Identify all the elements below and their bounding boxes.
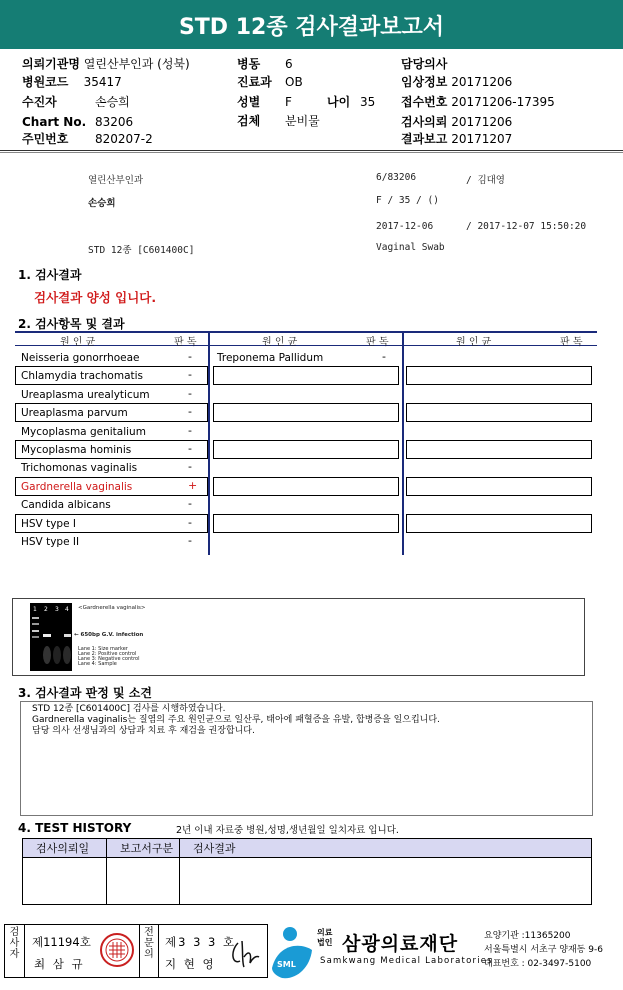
org-field — [22, 57, 190, 72]
header-divider-2 — [0, 152, 623, 153]
request-field — [401, 115, 512, 130]
examiner-name: 최 삼 규 — [34, 957, 85, 971]
clinical-field — [401, 75, 512, 90]
col2-organism-header: 원 인 균 — [262, 337, 298, 348]
recv-label: 수진자 — [22, 95, 57, 109]
sml-logo-text: SML — [277, 960, 296, 969]
opinion-box — [20, 701, 593, 816]
gel-legend-3: Lane 3: Negative control — [78, 656, 140, 662]
sex-field — [237, 95, 260, 110]
col3-row-box — [406, 403, 592, 422]
pb-test: STD 12종 [C601400C] — [88, 245, 195, 256]
gel-image — [30, 603, 72, 671]
gel-lane-label: 1 — [33, 606, 37, 613]
table-header-rule — [15, 345, 597, 346]
recv-field — [22, 95, 57, 110]
dept-label: 진료과 — [237, 75, 272, 89]
request-value: 20171206 — [451, 115, 513, 129]
gel-lane-label: 3 — [55, 606, 59, 613]
gel-legend-2: Lane 2: Positive control — [78, 651, 137, 657]
col1-organism-name: Candida albicans — [21, 499, 111, 512]
col1-result-value: - — [188, 515, 192, 529]
history-empty-row — [23, 858, 592, 905]
section4-title: 4. TEST HISTORY — [18, 821, 132, 835]
column-divider-1 — [208, 331, 210, 555]
report-label: 결과보고 — [401, 132, 448, 146]
opinion-line-3: 담당 의사 선생님과의 상담과 치료 후 재검을 권장합니다. — [32, 726, 255, 736]
col1-result-value: - — [188, 423, 192, 437]
col2-result-value: - — [382, 350, 386, 363]
pb-specimen: Vaginal Swab — [376, 242, 445, 253]
col1-result-value: - — [188, 405, 192, 419]
pb-date-request: 2017-12-06 — [376, 221, 434, 232]
ward-field — [237, 57, 260, 72]
clinical-value: 20171206 — [451, 75, 513, 89]
company-name: 삼광의료재단 — [342, 933, 459, 955]
pb-sex-age: F / 35 / () — [376, 195, 439, 206]
specimen-value: 분비물 — [285, 114, 320, 128]
company-info-2: 서울특별시 서초구 양재동 9-6 — [484, 945, 603, 955]
col1-organism-name: HSV type II — [21, 536, 80, 548]
specimen-field — [237, 114, 260, 129]
history-header-row — [23, 839, 592, 858]
col1-result-header: 판 독 — [174, 337, 197, 348]
opinion-line-1: STD 12종 [C601400C] 검사를 시행하였습니다. — [32, 704, 226, 714]
opinion-line-2: Gardnerella vaginalis는 질염의 주요 원인균으로 일산루, 태아에 패혈증을 유발, 합병증을 일으킵니다. — [32, 715, 440, 725]
company-tag — [317, 928, 332, 948]
col2-row-box — [213, 477, 399, 496]
col1-result-value: - — [188, 497, 192, 511]
org-value: 열린산부인과 (성북) — [83, 57, 190, 71]
company-info-1: 요양기관 :11365200 — [484, 931, 571, 941]
recv-value: 손승희 — [95, 95, 130, 109]
request-label: 검사의뢰 — [401, 115, 448, 129]
clinical-label: 임상정보 — [401, 75, 448, 89]
history-col-report-type: 보고서구분 — [107, 839, 180, 858]
dept-value: OB — [285, 75, 303, 89]
history-cell — [23, 858, 107, 905]
section1-title: 1. 검사결과 — [18, 268, 82, 282]
col3-row-box — [406, 440, 592, 459]
pb-date-report: / 2017-12-07 15:50:20 — [466, 221, 587, 232]
col1-result-value: - — [188, 534, 192, 547]
idno-value: 820207-2 — [95, 132, 153, 146]
examiner-label — [5, 925, 25, 977]
doctor-field — [401, 57, 447, 72]
chart-label: Chart No. — [22, 115, 87, 129]
age-value: 35 — [360, 95, 376, 109]
gel-lane-label: 4 — [65, 606, 69, 613]
history-col-result: 검사결과 — [180, 839, 592, 858]
dept-field — [237, 75, 272, 90]
col1-organism-header: 원 인 균 — [60, 337, 96, 348]
header-divider — [0, 150, 623, 151]
section2-title: 2. 검사항목 및 결과 — [18, 317, 125, 331]
gel-band-label: ← 650bp G.V. infection — [74, 632, 144, 638]
col2-row-box — [213, 514, 399, 533]
col2-organism-name: Treponema Pallidum — [217, 352, 324, 364]
table-top-rule — [15, 331, 597, 333]
history-note: 2년 이내 자료중 병원,성명,생년월일 일치자료 입니다. — [176, 825, 399, 836]
specialist-label — [139, 925, 159, 977]
positive-result-text: 검사결과 양성 입니다. — [34, 290, 157, 305]
pb-ward-chart: 6/83206 — [376, 172, 417, 183]
report-title: STD 12종 검사결과보고서 — [0, 0, 623, 49]
pb-hospital: 열린산부인과 — [88, 175, 144, 186]
history-cell — [180, 858, 592, 905]
col1-organism-name: Neisseria gonorrhoeae — [21, 352, 140, 364]
gel-heading: <Gardnerella vaginalis> — [78, 605, 146, 611]
col1-organism-name: Mycoplasma hominis — [21, 444, 132, 456]
section3-title: 3. 검사결과 판정 및 소견 — [18, 686, 152, 700]
col2-row-box — [213, 403, 399, 422]
col3-result-header: 판 독 — [560, 337, 583, 348]
specialist-label-text: 전문의 — [144, 927, 154, 960]
report-field — [401, 132, 512, 147]
company-english-name: Samkwang Medical Laboratories — [320, 956, 493, 966]
gel-legend-4: Lane 4: Sample — [78, 661, 117, 667]
pb-doctor: / 김대영 — [466, 175, 505, 186]
col1-organism-name: Mycoplasma genitalium — [21, 425, 146, 438]
ward-label: 병동 — [237, 57, 261, 71]
history-col-request-date: 검사의뢰일 — [23, 839, 107, 858]
code-label: 병원코드 — [22, 75, 69, 89]
col1-organism-name: Ureaplasma urealyticum — [21, 388, 150, 401]
examiner-seal-icon — [99, 932, 135, 968]
col1-organism-name: Gardnerella vaginalis — [21, 480, 133, 493]
history-cell — [107, 858, 180, 905]
col1-organism-name: Trichomonas vaginalis — [21, 462, 138, 475]
sex-value: F — [285, 95, 292, 109]
col2-result-header: 판 독 — [366, 337, 389, 348]
sex-label: 성별 — [237, 95, 261, 109]
col1-result-value: - — [188, 368, 192, 382]
specialist-signature-icon — [226, 933, 264, 971]
age-label: 나이 — [327, 95, 351, 109]
report-value: 20171207 — [451, 132, 513, 146]
age-field — [327, 95, 350, 110]
examiner-number: 제11194호 — [32, 935, 91, 949]
col1-result-value: - — [188, 442, 192, 455]
org-label: 의뢰기관명 — [22, 57, 80, 71]
accession-field — [401, 95, 555, 110]
examiner-label-text: 검사자 — [9, 927, 20, 960]
col1-organism-name: Ureaplasma parvum — [21, 407, 128, 420]
chart-value: 83206 — [95, 115, 134, 129]
col1-result-value: - — [188, 460, 192, 474]
company-info-3: 대표번호 : 02-3497-5100 — [484, 959, 592, 969]
col3-row-box — [406, 514, 592, 533]
column-divider-2 — [402, 331, 404, 555]
gel-bands — [30, 603, 72, 671]
specialist-name: 지 현 영 — [165, 957, 216, 971]
history-table — [22, 838, 592, 905]
specialist-number: 제3 3 3 호 — [165, 935, 237, 949]
col1-organism-name: Chlamydia trachomatis — [21, 370, 144, 383]
col2-row-box — [213, 366, 399, 385]
gel-lane-label: 2 — [44, 606, 48, 613]
specimen-label: 검체 — [237, 114, 261, 128]
col1-organism-name: HSV type I — [21, 517, 76, 530]
pb-name: 손승희 — [88, 198, 116, 209]
idno-label: 주민번호 — [22, 132, 69, 146]
company-tag-line-1: 의료 — [317, 928, 333, 937]
accession-value: 20171206-17395 — [451, 95, 555, 109]
signature-box — [4, 924, 268, 978]
chart-field — [22, 115, 86, 130]
accession-label: 접수번호 — [401, 95, 448, 109]
col1-result-value: - — [188, 386, 192, 400]
code-value: 35417 — [83, 75, 122, 89]
doctor-label: 담당의사 — [401, 57, 448, 71]
code-field — [22, 75, 122, 90]
col3-row-box — [406, 477, 592, 496]
col2-row-box — [213, 440, 399, 459]
col1-result-value: + — [188, 478, 198, 492]
gel-legend-1: Lane 1: Size marker — [78, 646, 128, 652]
idno-field — [22, 132, 68, 147]
sml-logo-icon — [270, 924, 316, 980]
col3-organism-header: 원 인 균 — [456, 337, 492, 348]
ward-value: 6 — [285, 57, 293, 71]
report-footer — [0, 918, 623, 990]
company-tag-line-2: 법인 — [317, 938, 333, 947]
col1-result-value: - — [188, 350, 192, 363]
col3-row-box — [406, 366, 592, 385]
